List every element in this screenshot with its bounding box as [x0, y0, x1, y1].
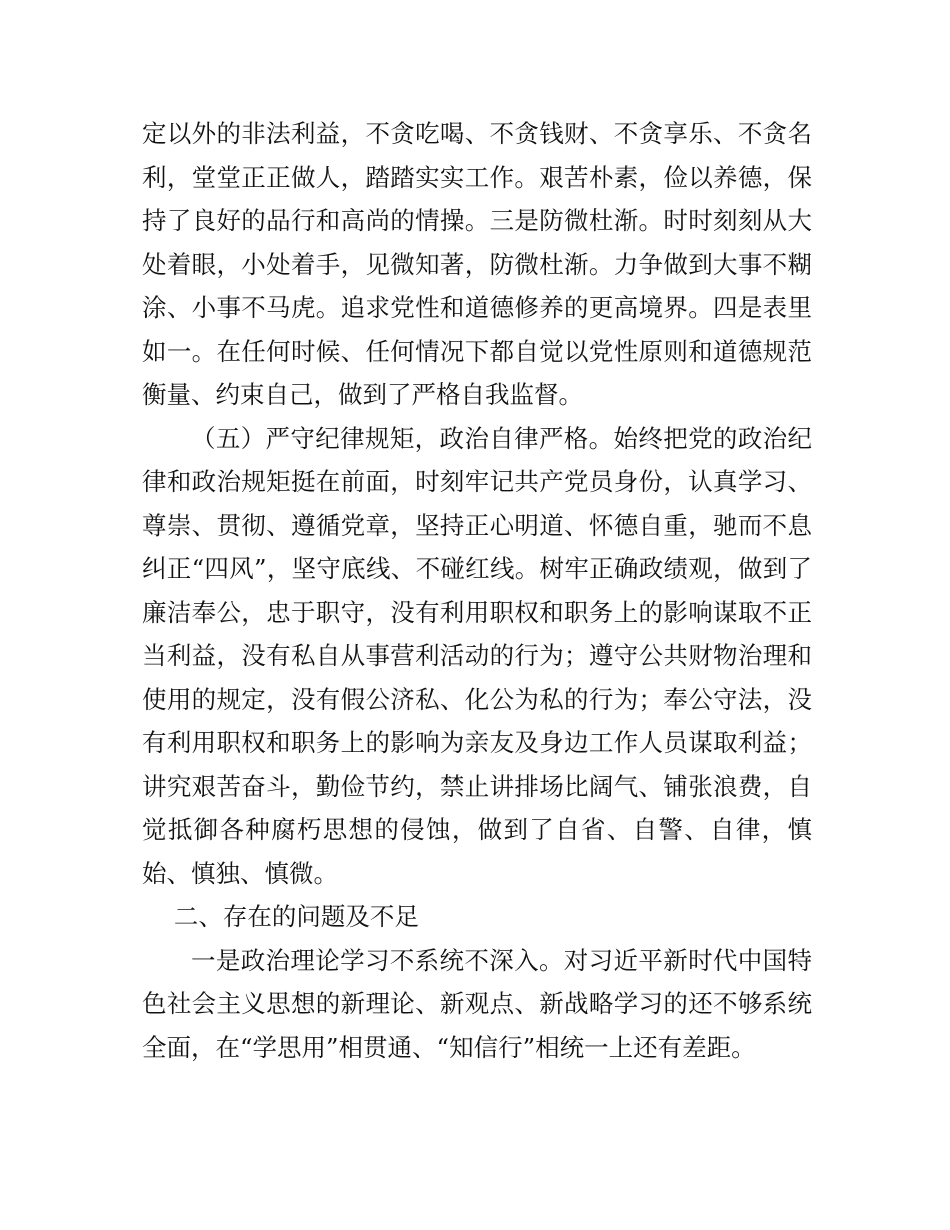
paragraph-political-theory-study: 一是政治理论学习不系统不深入。对习近平新时代中国特色社会主义思想的新理论、新观点、新战略学习的还不够系统全面，在“学思用”相贯通、“知信行”相统一上还有差距。: [142, 945, 812, 1062]
paragraph-discipline-rules: （五）严守纪律规矩，政治自律严格。始终把党的政治纪律和政治规矩挺在前面，时刻牢记共产党员身份，认真学习、尊崇、贯彻、遵循党章，坚持正心明道、怀德自重，驰而不息纠正“四风”，坚守底线、不碰红线。树牢正确政绩观，做到了廉洁奉公，忠于职守，没有利用职权和职务上的影响谋取不正当利益，没有私自从事营利活动的行为；遵守公共财物治理和使用的规定，没有假公济私、化公为私的行为；奉公守法，没有利用职权和职务上的影响为亲友及身边工作人员谋取利益；讲究艰苦奋斗，勤俭节约，禁止讲排场比阔气、铺张浪费，自觉抵御各种腐朽思想的侵蚀，做到了自省、自警、自律，慎始、慎独、慎微。: [142, 423, 812, 888]
paragraph-integrity-continuation: 定以外的非法利益，不贪吃喝、不贪钱财、不贪享乐、不贪名利，堂堂正正做人，踏踏实实工作。艰苦朴素，俭以养德，保持了良好的品行和高尚的情操。三是防微杜渐。时时刻刻从大处着眼，小处着手，见微知著，防微杜渐。力争做到大事不糊涂、小事不马虎。追求党性和道德修养的更高境界。四是表里如一。在任何时候、任何情况下都自觉以党性原则和道德规范衡量、约束自己，做到了严格自我监督。: [142, 119, 812, 409]
section-heading-problems: 二、存在的问题及不足: [173, 902, 419, 931]
document-body: [142, 112, 812, 1069]
